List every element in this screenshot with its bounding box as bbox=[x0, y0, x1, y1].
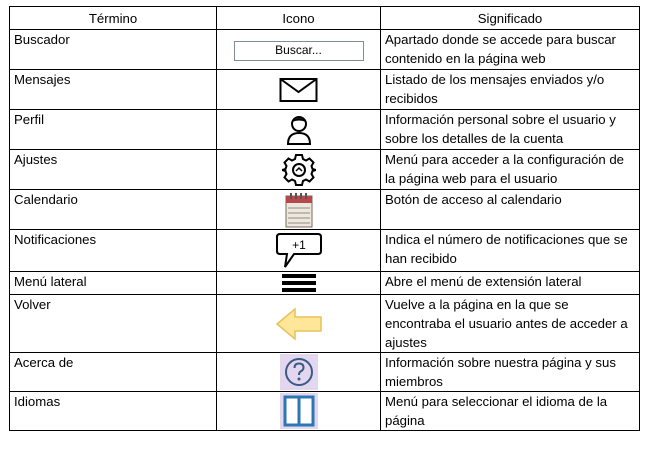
table-row bbox=[10, 190, 640, 230]
term-cell: Calendario bbox=[10, 190, 217, 230]
table-row bbox=[10, 230, 640, 272]
term-cell: Volver bbox=[10, 295, 217, 353]
icon-cell bbox=[217, 70, 381, 110]
term-cell: Idiomas bbox=[10, 392, 217, 431]
meaning-cell: Vuelve a la página en la que se encontraba el usuario antes de acceder a ajustes bbox=[381, 295, 640, 353]
hamburger-menu-icon bbox=[282, 273, 316, 293]
table-row bbox=[10, 30, 640, 70]
terms-table bbox=[9, 6, 640, 431]
term-cell: Buscador bbox=[10, 30, 217, 70]
table-row bbox=[10, 150, 640, 190]
back-arrow-icon bbox=[275, 307, 323, 341]
calendar-icon bbox=[283, 191, 315, 229]
search-box-icon bbox=[234, 41, 364, 61]
user-icon bbox=[285, 114, 313, 146]
term-cell: Perfil bbox=[10, 110, 217, 150]
meaning-cell: Información personal sobre el usuario y sobre los detalles de la cuenta bbox=[381, 110, 640, 150]
meaning-cell: Apartado donde se accede para buscar contenido en la página web bbox=[381, 30, 640, 70]
table-row bbox=[10, 272, 640, 295]
speech-bubble-icon bbox=[274, 231, 324, 271]
meaning-cell: Menú para acceder a la configuración de la página web para el usuario bbox=[381, 150, 640, 190]
split-panel-icon bbox=[280, 393, 318, 429]
term-cell: Ajustes bbox=[10, 150, 217, 190]
meaning-cell: Información sobre nuestra página y sus miembros bbox=[381, 353, 640, 392]
term-cell: Notificaciones bbox=[10, 230, 217, 272]
search-box-text: Buscar... bbox=[275, 43, 322, 57]
table-row bbox=[10, 295, 640, 353]
icon-cell bbox=[217, 272, 381, 295]
meaning-cell: Menú para seleccionar el idioma de la página bbox=[381, 392, 640, 431]
envelope-icon bbox=[279, 77, 319, 103]
icon-cell bbox=[217, 230, 381, 272]
meaning-cell: Abre el menú de extensión lateral bbox=[381, 272, 640, 295]
term-cell: Acerca de bbox=[10, 353, 217, 392]
icon-cell bbox=[217, 110, 381, 150]
icon-cell bbox=[217, 30, 381, 70]
header-term: Término bbox=[10, 7, 217, 30]
table-row bbox=[10, 353, 640, 392]
header-icon: Icono bbox=[217, 7, 381, 30]
icon-cell bbox=[217, 392, 381, 431]
term-cell: Menú lateral bbox=[10, 272, 217, 295]
icon-cell bbox=[217, 295, 381, 353]
notification-count: +1 bbox=[291, 237, 306, 252]
meaning-cell: Botón de acceso al calendario bbox=[381, 190, 640, 230]
meaning-cell: Indica el número de notificaciones que se han recibido bbox=[381, 230, 640, 272]
table-header-row bbox=[10, 7, 640, 30]
icon-cell bbox=[217, 353, 381, 392]
icon-cell bbox=[217, 190, 381, 230]
table-row bbox=[10, 70, 640, 110]
question-icon bbox=[280, 354, 318, 390]
meaning-cell: Listado de los mensajes enviados y/o recibidos bbox=[381, 70, 640, 110]
term-cell: Mensajes bbox=[10, 70, 217, 110]
gear-icon bbox=[282, 153, 316, 187]
table-row bbox=[10, 392, 640, 431]
header-meaning: Significado bbox=[381, 7, 640, 30]
table-row bbox=[10, 110, 640, 150]
icon-cell bbox=[217, 150, 381, 190]
